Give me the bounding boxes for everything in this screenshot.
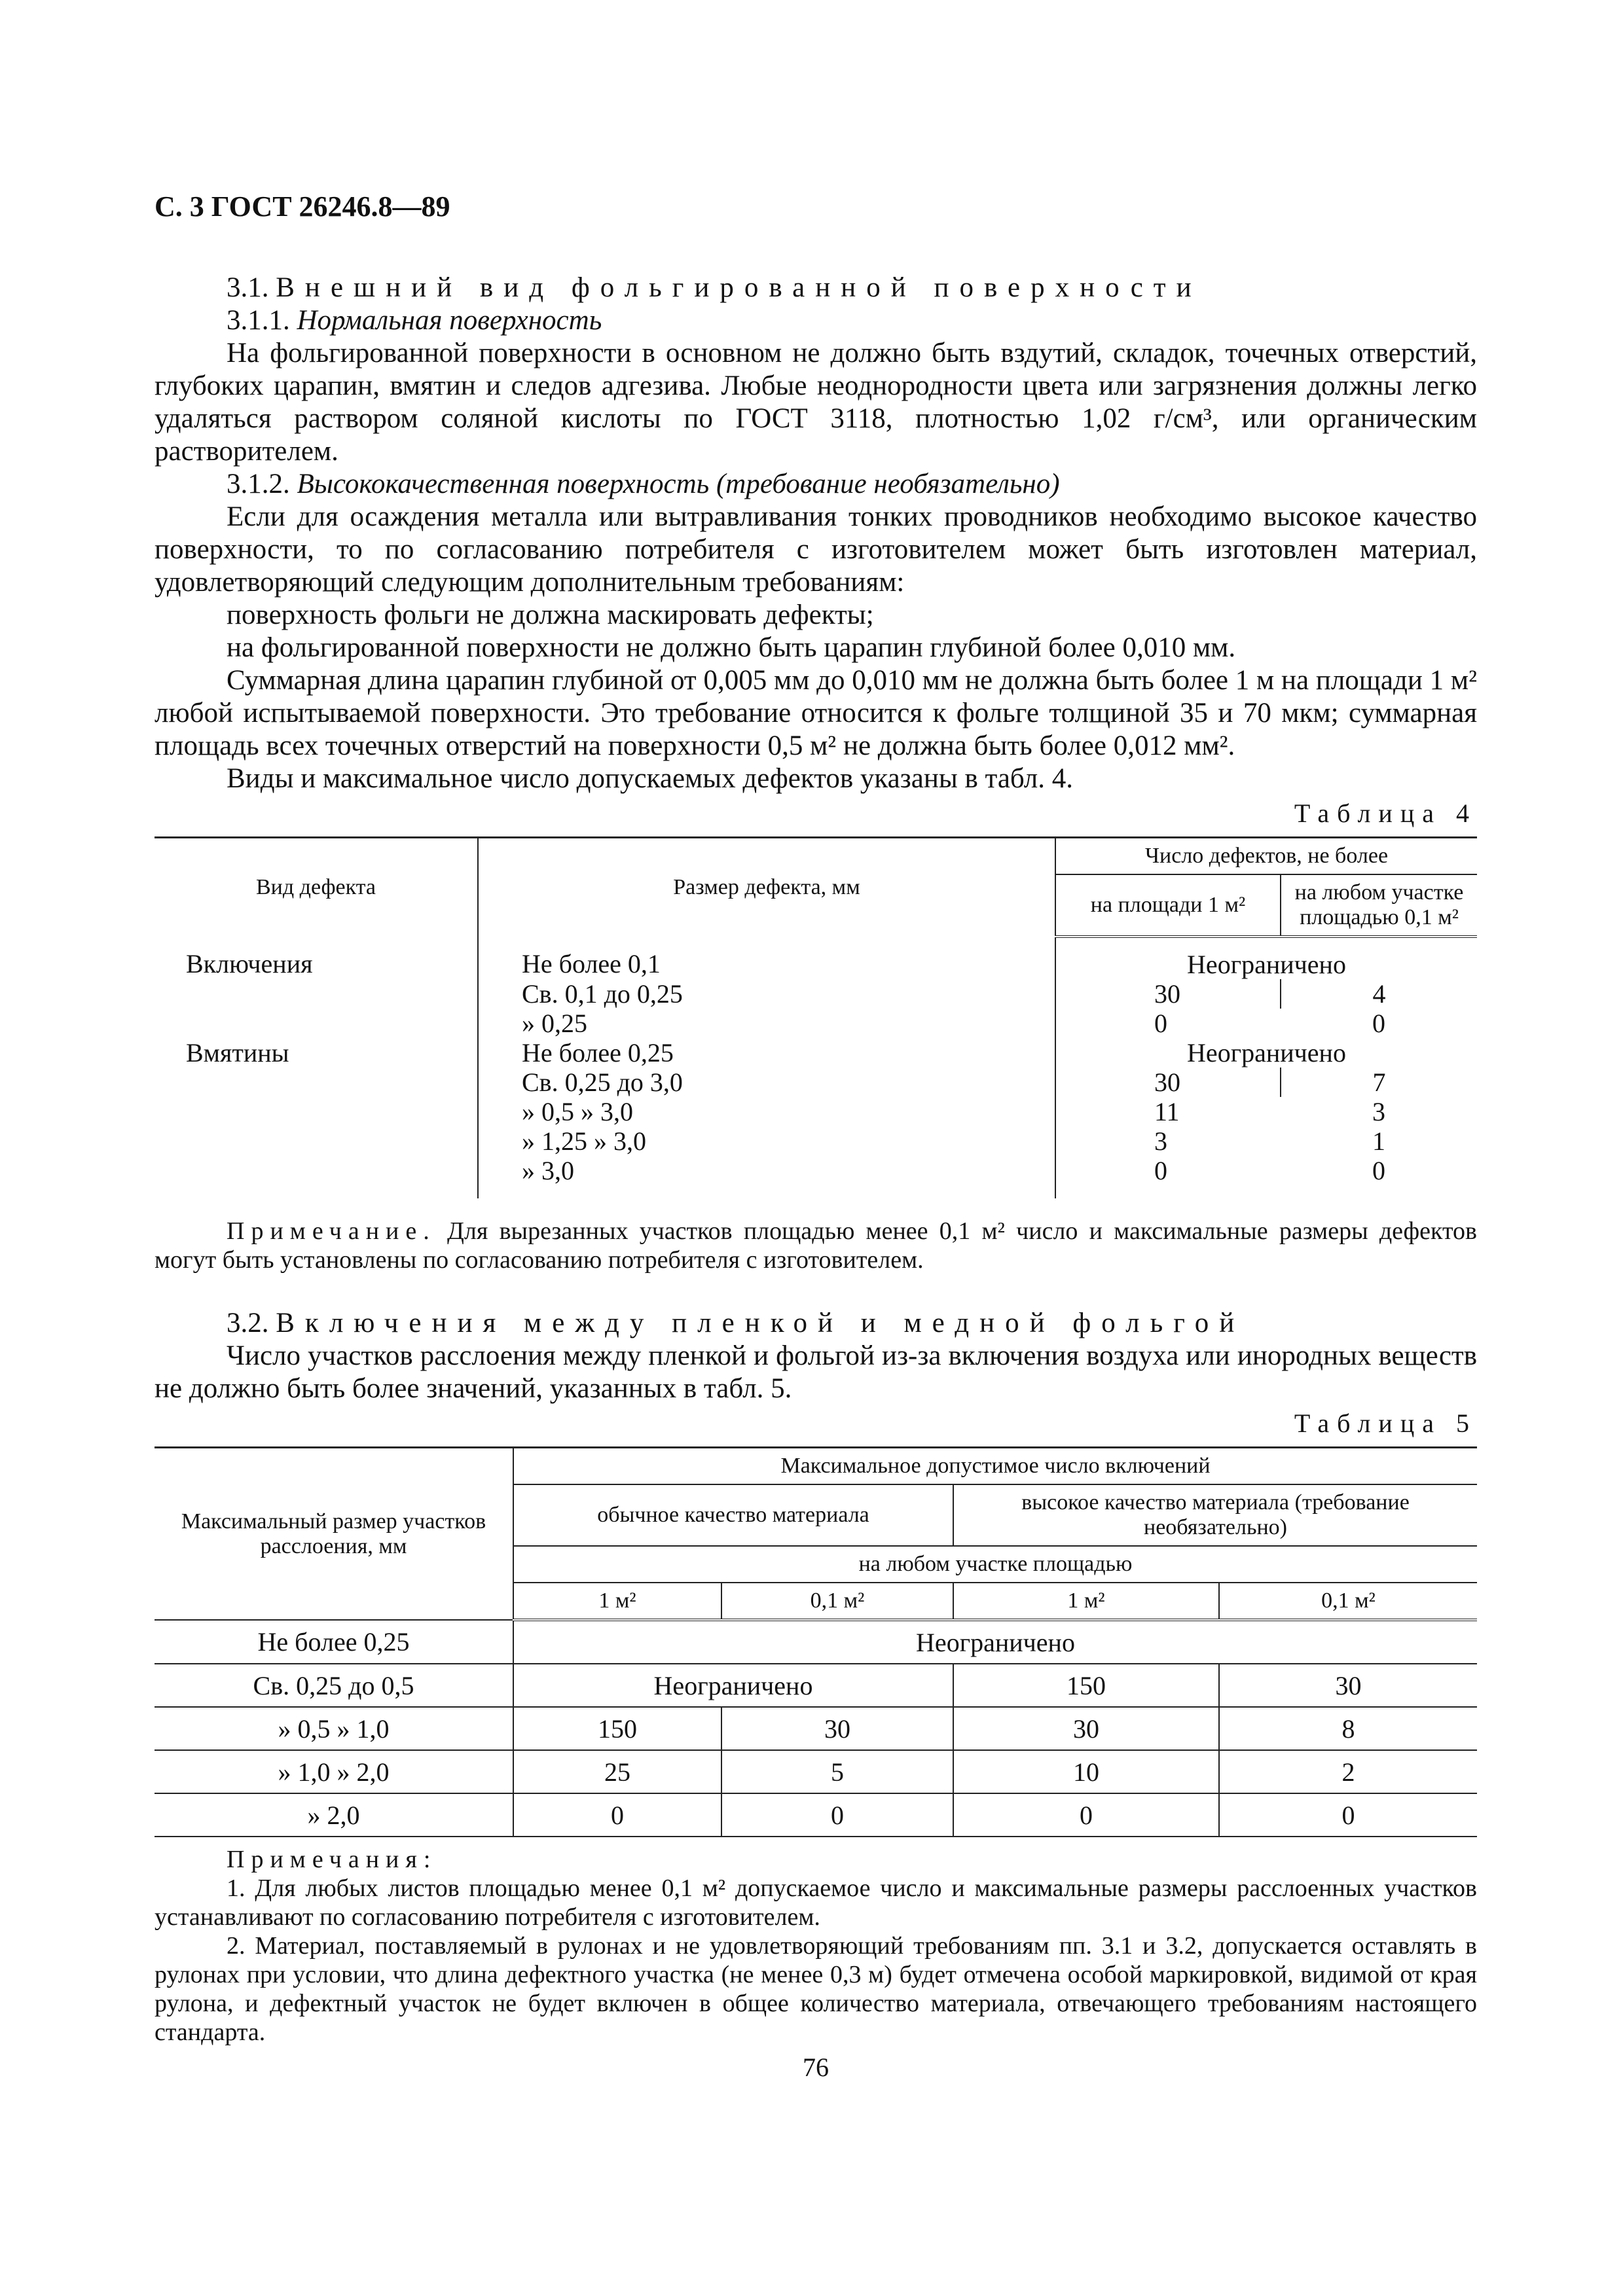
table-cell: 7 xyxy=(1281,1067,1477,1097)
table-cell: 0 xyxy=(1372,1009,1385,1038)
table-cell: 4 xyxy=(1281,979,1477,1009)
section-number: 3.2. xyxy=(227,1308,269,1338)
table-row xyxy=(155,1707,1477,1750)
table-5-header-a3: 1 м² xyxy=(953,1583,1219,1620)
table-cell: » 0,5 » 3,0 xyxy=(478,1097,1055,1126)
table-5-header-max-count: Максимальное допустимое число включений xyxy=(513,1448,1477,1485)
table-4-header-size: Размер дефекта, мм xyxy=(478,838,1055,937)
note-text: Для вырезанных участков площадью менее 0,1 м² число и максимальные размеры дефектов могут быть установлены по согласованию потребителя с изготовителем. xyxy=(155,1217,1478,1274)
table-cell: 30 xyxy=(1219,1664,1477,1707)
table-cell: 30 xyxy=(1055,979,1281,1009)
note-label: Примечание. xyxy=(227,1217,436,1245)
table-cell: Не более 0,1 xyxy=(478,937,1055,979)
page-number: 76 xyxy=(803,2053,829,2082)
table-cell: Неограничено xyxy=(513,1664,953,1707)
table-cell xyxy=(155,1009,478,1038)
table-row xyxy=(155,1097,1477,1126)
paragraph-3-1-2-e: Виды и максимальное число допускаемых дефектов указаны в табл. 4. xyxy=(227,763,1073,794)
table-5-label: Таблица 5 xyxy=(1294,1408,1477,1438)
table-cell: 10 xyxy=(953,1750,1219,1793)
table-cell: » 0,25 xyxy=(478,1009,1055,1038)
table-row xyxy=(155,1126,1477,1156)
table-cell: Не более 0,25 xyxy=(478,1038,1055,1067)
section-3-2-heading xyxy=(155,1307,1477,1340)
table-cell: Включения xyxy=(186,949,313,978)
table-cell: Св. 0,25 до 0,5 xyxy=(155,1664,513,1707)
paragraph-3-2: Число участков расслоения между пленкой и фольгой из-за включения воздуха или инородных веществ не должно быть более значений, указанных в табл. 5. xyxy=(155,1340,1477,1404)
table-5-header-a2: 0,1 м² xyxy=(721,1583,953,1620)
table-row xyxy=(155,1750,1477,1793)
table-cell: 3 xyxy=(1055,1126,1281,1156)
table-cell: 0 xyxy=(721,1793,953,1837)
table-cell: 150 xyxy=(953,1664,1219,1707)
table-cell: 0 xyxy=(1219,1793,1477,1837)
table-cell: 0 xyxy=(1055,1156,1281,1198)
table-cell: 25 xyxy=(513,1750,721,1793)
table-row xyxy=(155,1009,1477,1038)
table-row xyxy=(155,1793,1477,1837)
section-title: Нормальная поверхность xyxy=(297,305,602,336)
table-cell: » 2,0 xyxy=(155,1793,513,1837)
table-cell: 1 xyxy=(1372,1126,1385,1156)
table-cell xyxy=(155,1067,478,1097)
paragraph-3-1-2-a: Если для осаждения металла или вытравливания тонких проводников необходимо высокое качество поверхности, то по согласованию потребителя с изготовителем может быть изготовлен материал, удовлетворяющий следующим дополнительным требованиям: xyxy=(155,501,1477,598)
table-cell: 2 xyxy=(1219,1750,1477,1793)
table-row xyxy=(155,1156,1477,1198)
table-cell xyxy=(155,1156,478,1198)
table-4 xyxy=(155,836,1477,1198)
section-3-1-heading xyxy=(155,272,1477,304)
table-cell xyxy=(155,979,478,1009)
table-cell: 0 xyxy=(953,1793,1219,1837)
table-cell: Св. 0,1 до 0,25 xyxy=(478,979,1055,1009)
table-cell: 11 xyxy=(1055,1097,1281,1126)
table-5-header-high: высокое качество материала (требование необязательно) xyxy=(953,1484,1477,1546)
table-cell: Неограничено xyxy=(1055,937,1477,979)
section-number: 3.1.1. xyxy=(227,305,290,336)
paragraph-3-1-2-c: на фольгированной поверхности не должно быть царапин глубиной более 0,010 мм. xyxy=(227,632,1236,663)
notes-label: Примечания: xyxy=(227,1846,437,1873)
paragraph-3-1-2-b: поверхность фольги не должна маскировать дефекты; xyxy=(227,600,874,630)
table-cell: » 1,25 » 3,0 xyxy=(478,1126,1055,1156)
table-row xyxy=(155,1067,1477,1097)
paragraph-3-1-1: На фольгированной поверхности в основном не должно быть вздутий, складок, точечных отверстий, глубоких царапин, вмятин и следов адгезива. Любые неоднородности цвета или загрязнения должны легко удаляться раствором соляной кислоты по ГОСТ 3118, плотностью 1,02 г/см³, или органическим растворителем. xyxy=(155,338,1477,467)
table-5 xyxy=(155,1446,1477,1837)
table-row xyxy=(155,937,1477,979)
table-5-note-2: 2. Материал, поставляемый в рулонах и не удовлетворяющий требованиям пп. 3.1 и 3.2, допускается оставлять в рулонах при условии, что длина дефектного участка (не менее 0,3 м) будет отмечена особой маркировкой, видимой от края рулона, и дефектный участок не будет включен в общее количество материала, отвечающего требованиям настоящего стандарта. xyxy=(155,1932,1477,2046)
document-page xyxy=(155,190,1477,2083)
table-cell: » 3,0 xyxy=(478,1156,1055,1198)
table-4-note xyxy=(155,1217,1477,1274)
table-cell: 30 xyxy=(721,1707,953,1750)
section-number: 3.1.2. xyxy=(227,469,290,499)
table-cell: 0 xyxy=(513,1793,721,1837)
table-4-header-count: Число дефектов, не более xyxy=(1055,838,1477,875)
table-cell: 8 xyxy=(1219,1707,1477,1750)
table-cell: » 1,0 » 2,0 xyxy=(155,1750,513,1793)
table-cell: 3 xyxy=(1372,1097,1385,1126)
table-5-notes-label xyxy=(155,1845,1477,1874)
table-cell: » 0,5 » 1,0 xyxy=(155,1707,513,1750)
table-row xyxy=(155,1620,1477,1664)
section-title: Внешний вид фольгированной поверхности xyxy=(276,272,1202,303)
table-cell: 0 xyxy=(1372,1156,1385,1185)
table-5-note-1: 1. Для любых листов площадью менее 0,1 м² допускаемое число и максимальные размеры расслоенных участков устанавливают по согласованию потребителя с изготовителем. xyxy=(155,1874,1477,1931)
table-4-header-1m2: на площади 1 м² xyxy=(1055,874,1281,937)
table-4-label: Таблица 4 xyxy=(1294,798,1477,828)
section-title: Высококачественная поверхность (требование необязательно) xyxy=(297,469,1060,499)
table-cell: 5 xyxy=(721,1750,953,1793)
table-5-header-size: Максимальный размер участков расслоения, мм xyxy=(155,1448,513,1621)
running-head: С. 3 ГОСТ 26246.8—89 xyxy=(155,190,450,223)
table-cell: 150 xyxy=(513,1707,721,1750)
table-row xyxy=(155,1038,1477,1067)
section-title: Включения между пленкой и медной фольгой xyxy=(276,1308,1245,1338)
table-row xyxy=(155,979,1477,1009)
table-cell: Неограничено xyxy=(513,1620,1477,1664)
table-5-header-a4: 0,1 м² xyxy=(1219,1583,1477,1620)
table-cell: Неограничено xyxy=(1055,1038,1477,1067)
table-cell: Не более 0,25 xyxy=(155,1620,513,1664)
table-cell xyxy=(155,1097,478,1126)
section-3-1-1-heading xyxy=(155,304,1477,337)
table-row xyxy=(155,1664,1477,1707)
table-cell: 0 xyxy=(1055,1009,1281,1038)
table-5-header-any-area: на любом участке площадью xyxy=(513,1546,1477,1583)
table-cell xyxy=(155,1126,478,1156)
table-cell: Вмятины xyxy=(186,1038,289,1067)
table-4-header-01m2: на любом участке площадью 0,1 м² xyxy=(1281,874,1477,937)
section-3-1-2-heading xyxy=(155,468,1477,501)
table-4-header-kind: Вид дефекта xyxy=(255,875,376,899)
paragraph-3-1-2-d: Суммарная длина царапин глубиной от 0,005 мм до 0,010 мм не должна быть более 1 м на площади 1 м² любой испытываемой поверхности. Это требование относится к фольге толщиной 35 и 70 мкм; суммарная площадь всех точечных отверстий на поверхности 0,5 м² не должна быть более 0,012 мм². xyxy=(155,665,1477,761)
table-cell: 30 xyxy=(1055,1067,1281,1097)
table-cell: Св. 0,25 до 3,0 xyxy=(478,1067,1055,1097)
section-number: 3.1. xyxy=(227,272,269,303)
table-5-header-normal: обычное качество материала xyxy=(513,1484,953,1546)
table-5-header-a1: 1 м² xyxy=(513,1583,721,1620)
table-cell: 30 xyxy=(953,1707,1219,1750)
